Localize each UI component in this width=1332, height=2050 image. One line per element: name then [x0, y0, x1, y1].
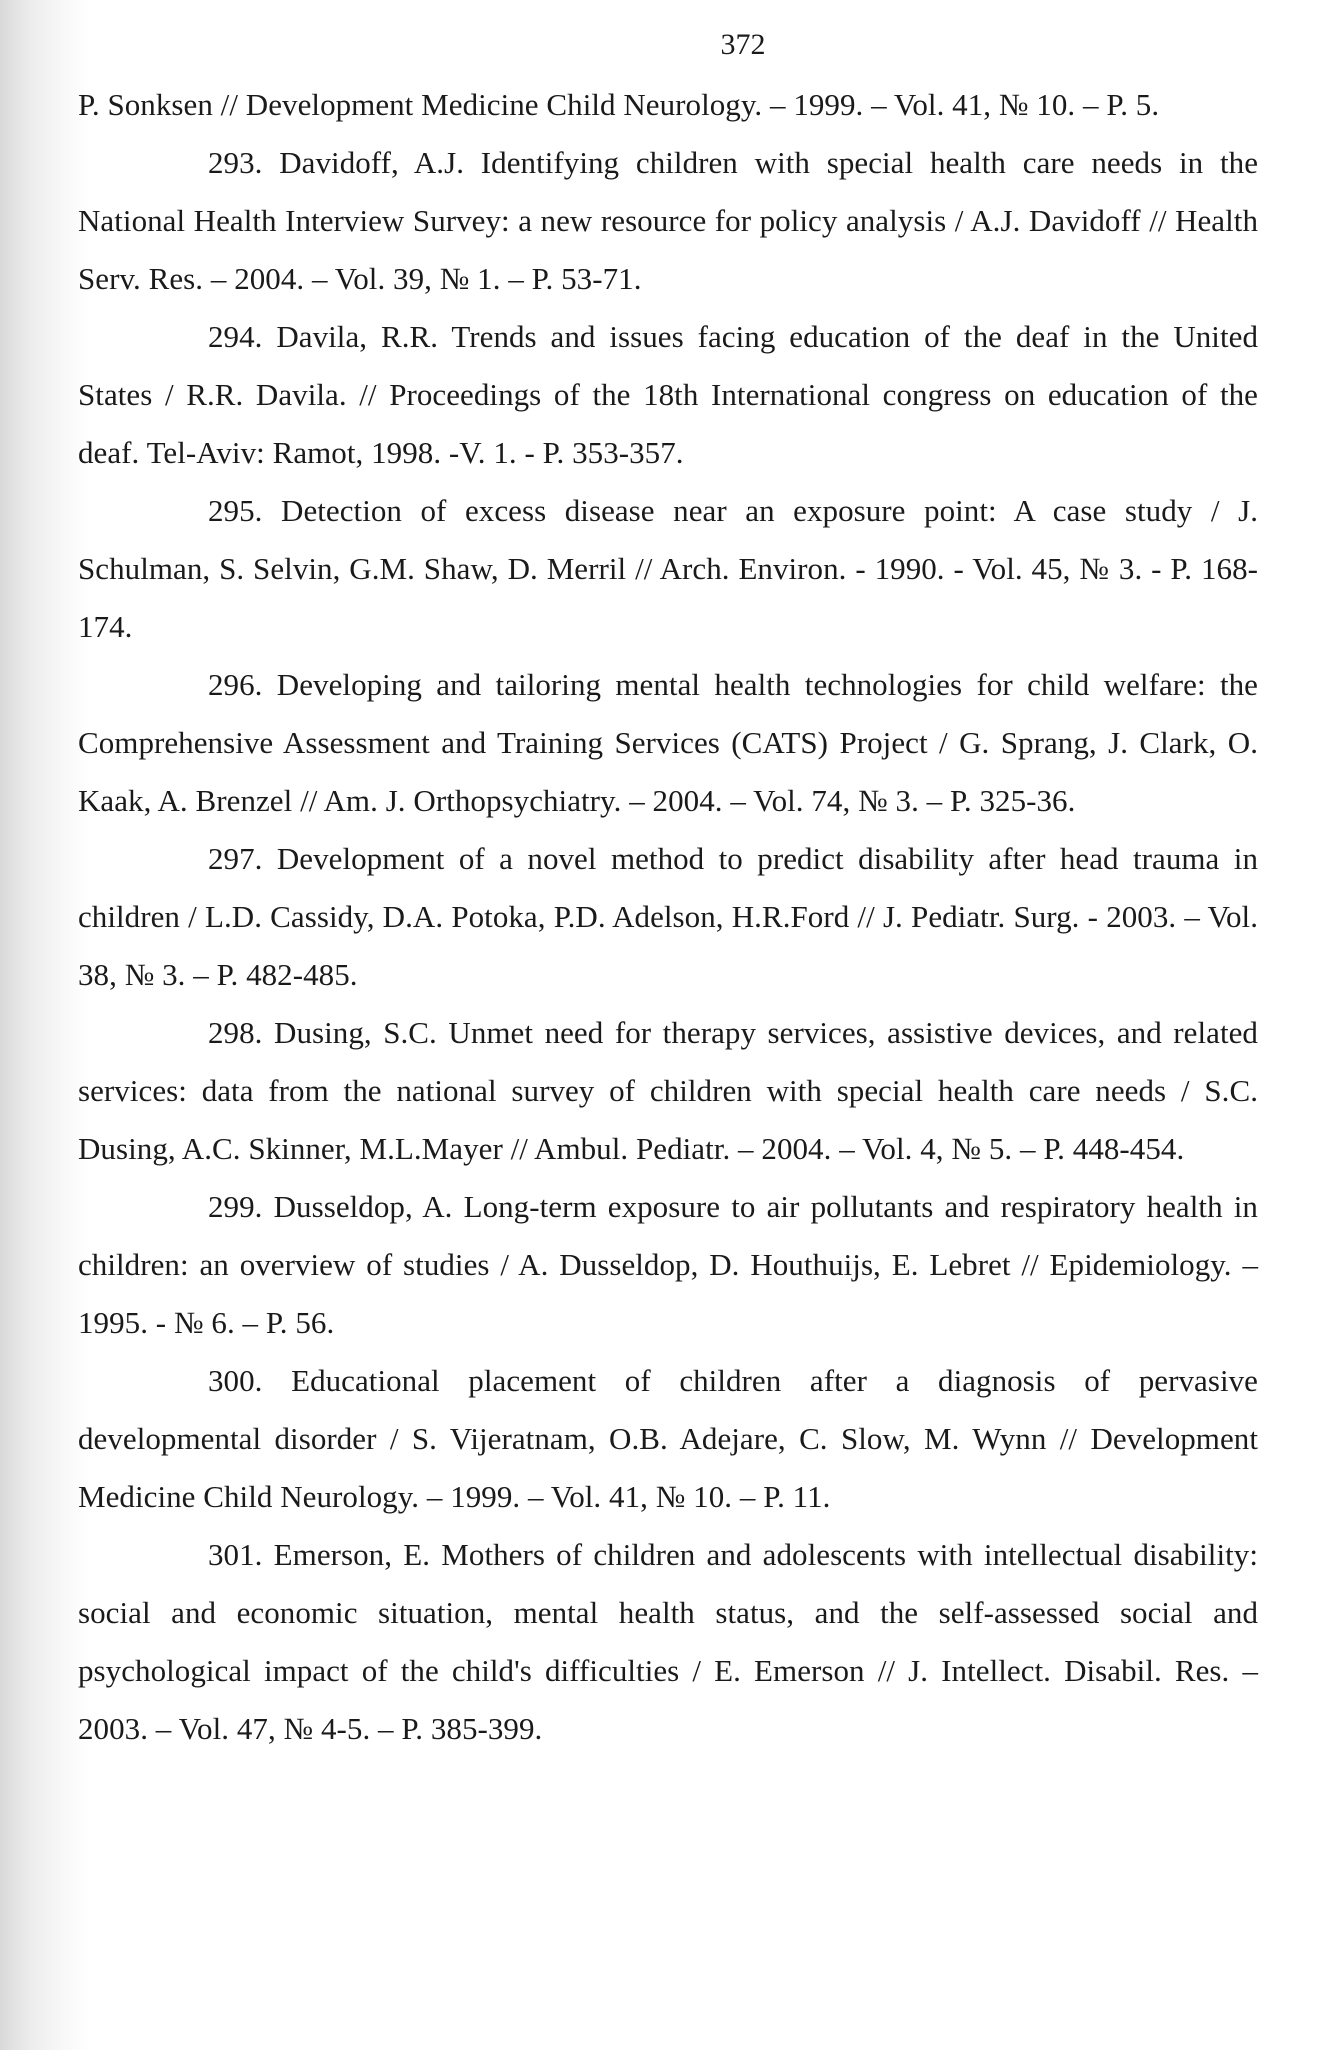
scan-binding-shadow — [0, 0, 90, 2050]
reference-continuation: P. Sonksen // Development Medicine Child Neurology. – 1999. – Vol. 41, № 10. – P. 5. — [78, 87, 1160, 122]
reference-295: 295. Detection of excess disease near an exposure point: A case study / J. Schulman, S. Selvin, G.M. Shaw, D. Merril // Arch. Environ. - 1990. - Vol. 45, № 3. - P. 168-174. — [78, 493, 1258, 644]
reference-299: 299. Dusseldop, A. Long-term exposure to air pollutants and respiratory health in children: an overview of studies / A. Dusseldop, D. Houthuijs, E. Lebret // Epidemiology. – 1995. - № 6. – P. 56. — [78, 1189, 1258, 1340]
reference-298: 298. Dusing, S.C. Unmet need for therapy services, assistive devices, and related services: data from the national survey of children with special health care needs / S.C. Dusing, A.C. Skinner, M.L.Mayer // Ambul. Pediatr. – 2004. – Vol. 4, № 5. – P. 448-454. — [78, 1015, 1258, 1166]
reference-301: 301. Emerson, E. Mothers of children and adolescents with intellectual disability: social and economic situation, mental health status, and the self-assessed social and psychological impact of the child's difficulties / E. Emerson // J. Intellect. Disabil. Res. – 2003. – Vol. 47, № 4-5. – P. 385-399. — [78, 1537, 1258, 1746]
reference-294: 294. Davila, R.R. Trends and issues facing education of the deaf in the United States / R.R. Davila. // Proceedings of the 18th International congress on education of the deaf. Tel-Aviv: Ramot, 1998. -V. 1. - P. 353-357. — [78, 319, 1258, 470]
reference-300: 300. Educational placement of children after a diagnosis of pervasive developmental disorder / S. Vijeratnam, O.B. Adejare, C. Slow, M. Wynn // Development Medicine Child Neurology. – 1999. – Vol. 41, № 10. – P. 11. — [78, 1363, 1258, 1514]
reference-293: 293. Davidoff, A.J. Identifying children with special health care needs in the National Health Interview Survey: a new resource for policy analysis / A.J. Davidoff // Health Serv. Res. – 2004. – Vol. 39, № 1. – P. 53-71. — [78, 145, 1258, 296]
reference-296: 296. Developing and tailoring mental health technologies for child welfare: the Comprehensive Assessment and Training Services (CATS) Project / G. Sprang, J. Clark, O. Kaak, A. Brenzel // Am. J. Orthopsychiatry. – 2004. – Vol. 74, № 3. – P. 325-36. — [78, 667, 1258, 818]
reference-297: 297. Development of a novel method to predict disability after head trauma in children / L.D. Cassidy, D.A. Potoka, P.D. Adelson, H.R.Ford // J. Pediatr. Surg. - 2003. – Vol. 38, № 3. – P. 482-485. — [78, 841, 1258, 992]
document-page — [78, 22, 1258, 1758]
page-number: 372 — [720, 28, 766, 61]
reference-list — [78, 76, 1258, 1758]
